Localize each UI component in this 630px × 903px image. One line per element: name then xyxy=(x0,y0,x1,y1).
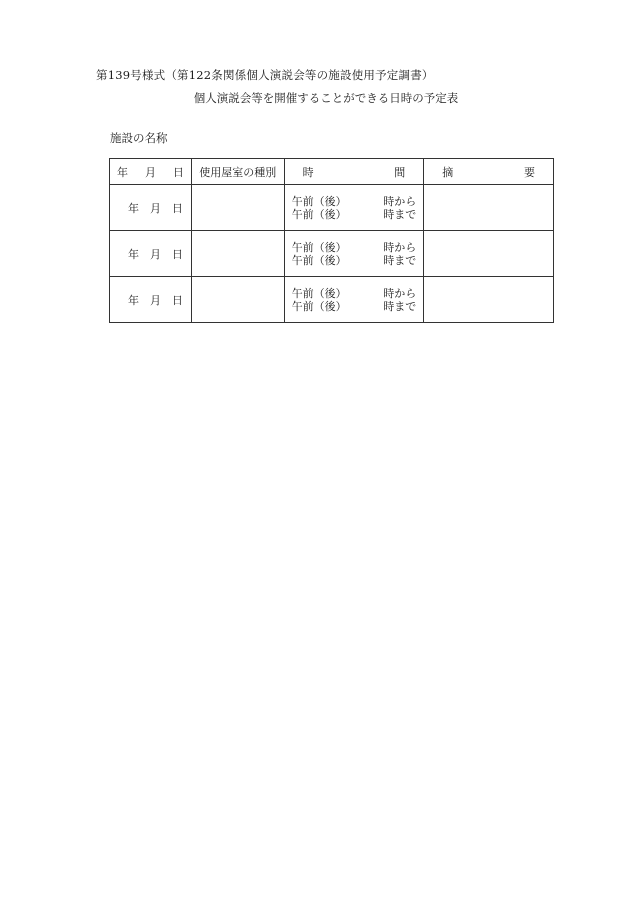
time-end-suffix: 時まで xyxy=(383,299,417,313)
time-start-suffix: 時から xyxy=(383,286,417,300)
year-label: 年 xyxy=(128,201,139,215)
schedule-table xyxy=(109,158,554,323)
time-start-ampm: 午前（後） xyxy=(291,286,347,300)
room-cell[interactable] xyxy=(191,277,284,323)
time-cell[interactable] xyxy=(284,185,424,231)
time-start-ampm: 午前（後） xyxy=(291,194,347,208)
form-number: 第139号様式（第122条関係個人演説会等の施設使用予定調書） xyxy=(96,68,434,82)
document-title: 個人演説会等を開催することができる日時の予定表 xyxy=(193,91,459,105)
time-start-ampm: 午前（後） xyxy=(291,240,347,254)
time-end-ampm: 午前（後） xyxy=(291,253,347,267)
time-end-suffix: 時まで xyxy=(383,207,417,221)
room-cell[interactable] xyxy=(191,185,284,231)
table-row xyxy=(110,277,554,323)
note-cell[interactable] xyxy=(424,185,554,231)
time-end-suffix: 時まで xyxy=(383,253,417,267)
date-cell[interactable] xyxy=(110,185,192,231)
time-end-ampm: 午前（後） xyxy=(291,299,347,313)
table-row xyxy=(110,231,554,277)
month-label: 月 xyxy=(149,293,161,307)
header-note xyxy=(424,159,554,185)
header-month: 月 xyxy=(144,165,156,179)
header-note-teki: 摘 xyxy=(442,165,454,179)
header-date xyxy=(110,159,192,185)
header-year: 年 xyxy=(117,165,128,179)
time-cell[interactable] xyxy=(284,277,424,323)
day-label: 日 xyxy=(171,247,183,261)
header-time-kan: 間 xyxy=(394,165,406,179)
facility-name-label: 施設の名称 xyxy=(110,131,168,145)
time-cell[interactable] xyxy=(284,231,424,277)
time-start-suffix: 時から xyxy=(383,194,417,208)
header-note-you: 要 xyxy=(524,165,535,179)
year-label: 年 xyxy=(128,293,139,307)
table-header-row xyxy=(110,159,554,185)
day-label: 日 xyxy=(171,201,183,215)
time-end-ampm: 午前（後） xyxy=(291,207,347,221)
month-label: 月 xyxy=(149,201,161,215)
year-label: 年 xyxy=(128,247,139,261)
note-cell[interactable] xyxy=(424,231,554,277)
header-room xyxy=(191,159,284,185)
room-cell[interactable] xyxy=(191,231,284,277)
header-time-ji: 時 xyxy=(302,165,314,179)
time-start-suffix: 時から xyxy=(383,240,417,254)
header-room-label: 使用屋室の種別 xyxy=(199,165,277,179)
day-label: 日 xyxy=(171,293,183,307)
note-cell[interactable] xyxy=(424,277,554,323)
date-cell[interactable] xyxy=(110,277,192,323)
header-day: 日 xyxy=(172,165,184,179)
month-label: 月 xyxy=(149,247,161,261)
table-row xyxy=(110,185,554,231)
date-cell[interactable] xyxy=(110,231,192,277)
header-time xyxy=(284,159,424,185)
